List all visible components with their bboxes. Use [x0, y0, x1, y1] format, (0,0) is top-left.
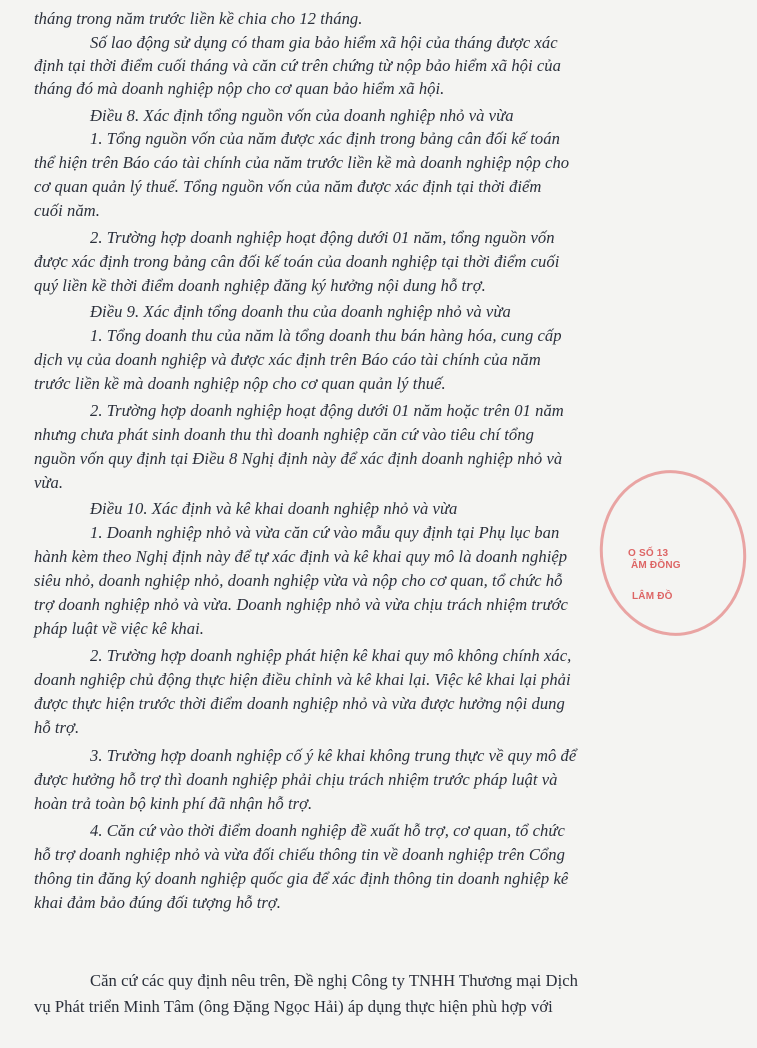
text-line: định tại thời điểm cuối tháng và căn cứ trên chứng từ nộp bảo hiểm xã hội của	[34, 56, 561, 75]
text-line: được xác định trong bảng cân đối kế toán của doanh nghiệp tại thời điểm cuối	[34, 252, 560, 271]
article-heading: Điều 9. Xác định tổng doanh thu của doanh nghiệp nhỏ và vừa	[90, 302, 511, 321]
text-line: vừa.	[34, 473, 64, 492]
text-line: thông tin đăng ký doanh nghiệp quốc gia để xác định thông tin doanh nghiệp kê	[34, 869, 569, 888]
article-heading: Điều 8. Xác định tổng nguồn vốn của doanh nghiệp nhỏ và vừa	[90, 106, 514, 125]
text-line: doanh nghiệp chủ động thực hiện điều chỉnh và kê khai lại. Việc kê khai lại phải	[34, 670, 571, 689]
text-line: hỗ trợ doanh nghiệp nhỏ và vừa đối chiếu thông tin về doanh nghiệp trên Cổng	[34, 845, 565, 864]
text-line: 1. Tổng doanh thu của năm là tổng doanh thu bán hàng hóa, cung cấp	[90, 326, 562, 345]
text-line: nguồn vốn quy định tại Điều 8 Nghị định này để xác định doanh nghiệp nhỏ và	[34, 449, 563, 468]
text-line: cơ quan quản lý thuế. Tổng nguồn vốn của năm được xác định tại thời điểm	[34, 177, 542, 196]
text-line: trợ doanh nghiệp nhỏ và vừa. Doanh nghiệp nhỏ và vừa chịu trách nhiệm trước	[34, 595, 568, 614]
text-line: khai đảm bảo đúng đối tượng hỗ trợ.	[34, 893, 281, 912]
article-heading: Điều 10. Xác định và kê khai doanh nghiệp nhỏ và vừa	[90, 499, 458, 518]
text-line: 1. Doanh nghiệp nhỏ và vừa căn cứ vào mẫu quy định tại Phụ lục ban	[90, 523, 560, 542]
text-line: hoàn trả toàn bộ kinh phí đã nhận hỗ trợ.	[34, 794, 313, 813]
text-line: 3. Trường hợp doanh nghiệp cố ý kê khai không trung thực về quy mô để	[90, 746, 577, 765]
stamp-text: O SỐ 13	[628, 548, 669, 559]
stamp-text: ÂM ĐỒNG	[631, 560, 681, 571]
text-line: pháp luật về việc kê khai.	[34, 619, 204, 638]
text-line: hành kèm theo Nghị định này để tự xác định và kê khai quy mô là doanh nghiệp	[34, 547, 568, 566]
text-line: quý liền kề thời điểm doanh nghiệp đăng ký hưởng nội dung hỗ trợ.	[34, 276, 486, 295]
text-line: được hưởng hỗ trợ thì doanh nghiệp phải chịu trách nhiệm trước pháp luật và	[34, 770, 558, 789]
text-line: vụ Phát triển Minh Tâm (ông Đặng Ngọc Hải) áp dụng thực hiện phù hợp với	[34, 997, 553, 1016]
text-line: nhưng chưa phát sinh doanh thu thì doanh nghiệp căn cứ vào tiêu chí tổng	[34, 425, 534, 444]
text-line: siêu nhỏ, doanh nghiệp nhỏ, doanh nghiệp vừa và nộp cho cơ quan, tổ chức hỗ	[34, 571, 563, 590]
text-line: tháng trong năm trước liền kề chia cho 12 tháng.	[34, 9, 363, 28]
text-line: cuối năm.	[34, 201, 100, 220]
text-line: 1. Tổng nguồn vốn của năm được xác định trong bảng cân đối kế toán	[90, 129, 560, 148]
text-line: trước liền kề mà doanh nghiệp nộp cho cơ quan quản lý thuế.	[34, 374, 446, 393]
text-line: tháng đó mà doanh nghiệp nộp cho cơ quan bảo hiểm xã hội.	[34, 79, 445, 98]
text-line: được thực hiện trước thời điểm doanh nghiệp nhỏ và vừa được hưởng nội dung	[34, 694, 565, 713]
text-line: hỗ trợ.	[34, 718, 80, 737]
text-line: 2. Trường hợp doanh nghiệp phát hiện kê khai quy mô không chính xác,	[90, 646, 572, 665]
text-line: 2. Trường hợp doanh nghiệp hoạt động dưới 01 năm hoặc trên 01 năm	[90, 401, 564, 420]
text-line: dịch vụ của doanh nghiệp và được xác định trên Báo cáo tài chính của năm	[34, 350, 541, 369]
text-line: Số lao động sử dụng có tham gia bảo hiểm xã hội của tháng được xác	[90, 33, 558, 52]
stamp-text: LÂM ĐỒ	[632, 591, 673, 602]
text-line: 4. Căn cứ vào thời điểm doanh nghiệp đề xuất hỗ trợ, cơ quan, tổ chức	[90, 821, 565, 840]
text-line: 2. Trường hợp doanh nghiệp hoạt động dưới 01 năm, tổng nguồn vốn	[90, 228, 555, 247]
text-line: thể hiện trên Báo cáo tài chính của năm trước liền kề mà doanh nghiệp nộp cho	[34, 153, 570, 172]
text-line: Căn cứ các quy định nêu trên, Đề nghị Công ty TNHH Thương mại Dịch	[90, 971, 578, 990]
